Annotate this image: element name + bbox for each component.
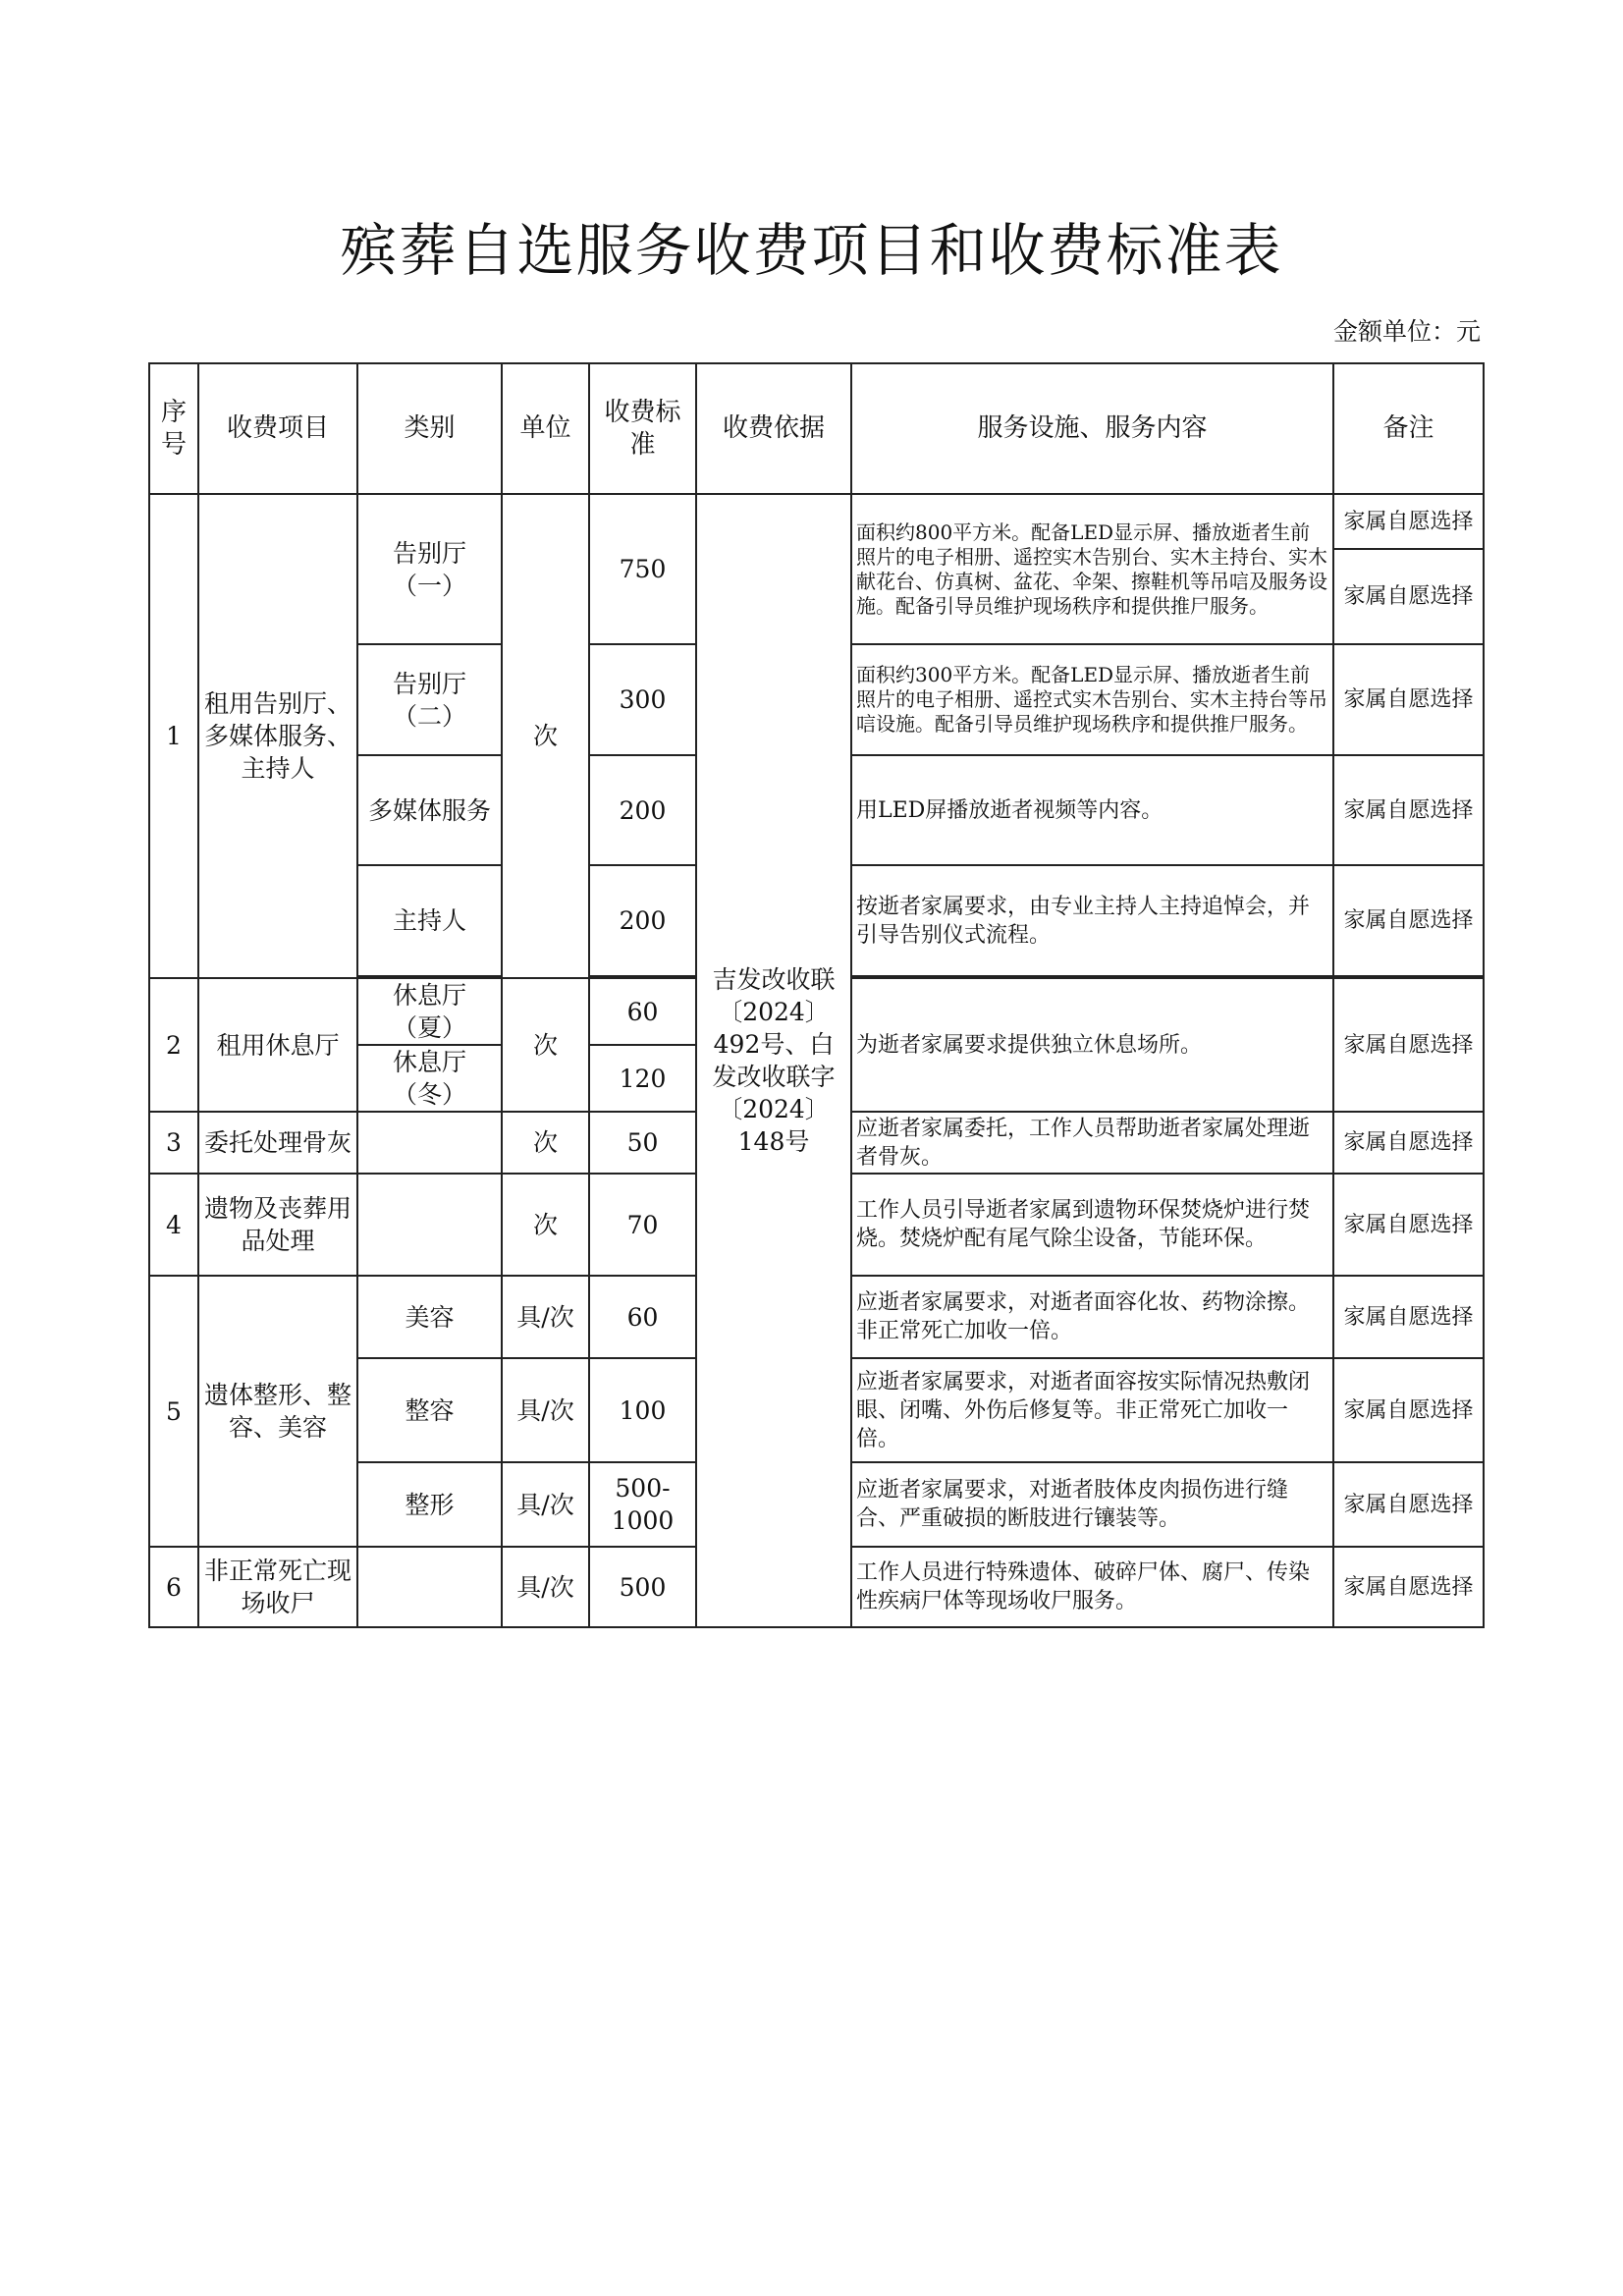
row3-content: 应逝者家属委托，工作人员帮助逝者家属处理逝者骨灰。 [851, 1112, 1333, 1174]
row2-seq: 2 [149, 978, 198, 1112]
header-item: 收费项目 [198, 363, 357, 494]
table-row [149, 494, 1484, 549]
row2-unit: 次 [502, 978, 589, 1112]
row3-seq: 3 [149, 1112, 198, 1174]
row1-category-host: 主持人 [357, 865, 502, 976]
row4-item: 遗物及丧葬用品处理 [198, 1174, 357, 1276]
row5-unit-body: 具/次 [502, 1462, 589, 1547]
row4-note: 家属自愿选择 [1333, 1174, 1484, 1276]
row5-category-makeup: 美容 [357, 1276, 502, 1358]
row4-unit: 次 [502, 1174, 589, 1276]
row1-note-host: 家属自愿选择 [1333, 865, 1484, 976]
row1-content-hall2: 面积约300平方米。配备LED显示屏、播放逝者生前照片的电子相册、遥控式实木告别台、实木主持台等吊唁设施。配备引导员维护现场秩序和提供推尸服务。 [851, 644, 1333, 755]
row1-content-hall1: 面积约800平方米。配备LED显示屏、播放逝者生前照片的电子相册、遥控实木告别台、实木主持台、实木献花台、仿真树、盆花、伞架、擦鞋机等吊唁及服务设施。配备引导员维护现场秩序和提供推尸服务。 [851, 494, 1333, 644]
row1-note-hall1-b: 家属自愿选择 [1333, 549, 1484, 644]
row5-unit-makeup: 具/次 [502, 1276, 589, 1358]
row2-note: 家属自愿选择 [1333, 978, 1484, 1112]
row5-seq: 5 [149, 1276, 198, 1547]
row1-note-hall1-a: 家属自愿选择 [1333, 494, 1484, 549]
row2-content: 为逝者家属要求提供独立休息场所。 [851, 978, 1333, 1112]
header-standard: 收费标准 [589, 363, 696, 494]
header-category: 类别 [357, 363, 502, 494]
row5-note-makeup: 家属自愿选择 [1333, 1276, 1484, 1358]
row5-note-face: 家属自愿选择 [1333, 1358, 1484, 1462]
row5-category-body: 整形 [357, 1462, 502, 1547]
row2-category-summer: 休息厅（夏） [357, 978, 502, 1045]
row4-content: 工作人员引导逝者家属到遗物环保焚烧炉进行焚烧。焚烧炉配有尾气除尘设备，节能环保。 [851, 1174, 1333, 1276]
fee-basis: 吉发改收联〔2024〕492号、白发改收联字〔2024〕148号 [696, 494, 851, 1627]
row1-standard-host: 200 [589, 865, 696, 976]
row3-note: 家属自愿选择 [1333, 1112, 1484, 1174]
row2-standard-summer: 60 [589, 978, 696, 1045]
row6-seq: 6 [149, 1547, 198, 1627]
header-note: 备注 [1333, 363, 1484, 494]
row1-standard-media: 200 [589, 755, 696, 865]
row5-content-face: 应逝者家属要求，对逝者面容按实际情况热敷闭眼、闭嘴、外伤后修复等。非正常死亡加收一倍。 [851, 1358, 1333, 1462]
row2-category-winter: 休息厅（冬） [357, 1045, 502, 1112]
row5-standard-face: 100 [589, 1358, 696, 1462]
row1-seq: 1 [149, 494, 198, 978]
row1-category-media: 多媒体服务 [357, 755, 502, 865]
row3-standard: 50 [589, 1112, 696, 1174]
row3-unit: 次 [502, 1112, 589, 1174]
header-content: 服务设施、服务内容 [851, 363, 1333, 494]
currency-unit-label: 金额单位：元 [1332, 317, 1481, 346]
row2-standard-winter: 120 [589, 1045, 696, 1112]
row1-content-media: 用LED屏播放逝者视频等内容。 [851, 755, 1333, 865]
row5-standard-makeup: 60 [589, 1276, 696, 1358]
row5-note-body: 家属自愿选择 [1333, 1462, 1484, 1547]
row5-content-body: 应逝者家属要求，对逝者肢体皮肉损伤进行缝合、严重破损的断肢进行镶装等。 [851, 1462, 1333, 1547]
row2-item: 租用休息厅 [198, 978, 357, 1112]
row1-category-hall2: 告别厅（二） [357, 644, 502, 755]
row4-standard: 70 [589, 1174, 696, 1276]
row4-seq: 4 [149, 1174, 198, 1276]
row5-content-makeup: 应逝者家属要求，对逝者面容化妆、药物涂擦。非正常死亡加收一倍。 [851, 1276, 1333, 1358]
header-seq: 序号 [149, 363, 198, 494]
row5-standard-body: 500-1000 [589, 1462, 696, 1547]
fee-table [148, 362, 1485, 1628]
row6-item: 非正常死亡现场收尸 [198, 1547, 357, 1627]
row5-unit-face: 具/次 [502, 1358, 589, 1462]
row1-item: 租用告别厅、多媒体服务、主持人 [198, 494, 357, 978]
row6-category [357, 1547, 502, 1627]
row1-category-hall1: 告别厅（一） [357, 494, 502, 644]
table-header-row [149, 363, 1484, 494]
row1-unit: 次 [502, 494, 589, 978]
row1-content-host: 按逝者家属要求，由专业主持人主持追悼会，并引导告别仪式流程。 [851, 865, 1333, 976]
row1-standard-hall1: 750 [589, 494, 696, 644]
row1-standard-hall2: 300 [589, 644, 696, 755]
row5-item: 遗体整形、整容、美容 [198, 1276, 357, 1547]
row5-category-face: 整容 [357, 1358, 502, 1462]
row4-category [357, 1174, 502, 1276]
row3-item: 委托处理骨灰 [198, 1112, 357, 1174]
header-basis: 收费依据 [696, 363, 851, 494]
row3-category [357, 1112, 502, 1174]
header-unit: 单位 [502, 363, 589, 494]
row1-note-media: 家属自愿选择 [1333, 755, 1484, 865]
row6-unit: 具/次 [502, 1547, 589, 1627]
row6-content: 工作人员进行特殊遗体、破碎尸体、腐尸、传染性疾病尸体等现场收尸服务。 [851, 1547, 1333, 1627]
row6-note: 家属自愿选择 [1333, 1547, 1484, 1627]
document-title: 殡葬自选服务收费项目和收费标准表 [340, 217, 1283, 284]
row6-standard: 500 [589, 1547, 696, 1627]
row1-note-hall2: 家属自愿选择 [1333, 644, 1484, 755]
